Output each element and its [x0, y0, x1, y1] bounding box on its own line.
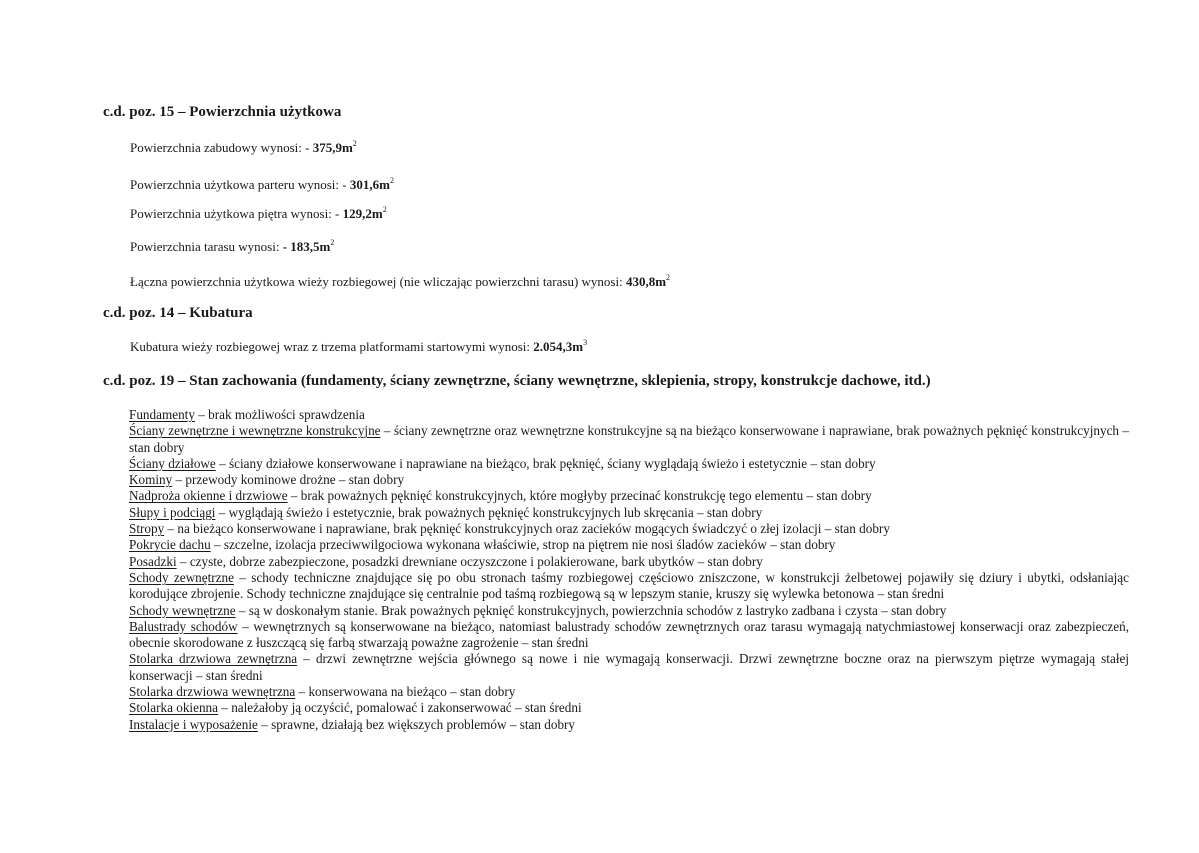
condition-item-walls — [129, 423, 1129, 456]
condition-item-internal-doors — [129, 684, 1129, 700]
area-row-unit: 2 — [666, 273, 671, 282]
area-row-ground-floor — [130, 177, 394, 193]
condition-term: Schody zewnętrzne — [129, 569, 234, 585]
condition-text: – sprawne, działają bez większych problemów – stan dobry — [257, 716, 576, 732]
area-row-value: 430,8m — [625, 274, 667, 289]
area-row-value: 129,2m — [342, 206, 383, 221]
condition-text: – szczelne, izolacja przeciwwilgociowa wykonana właściwie, strop na piętrem nie nosi śladów zacieków – stan dobry — [210, 537, 836, 553]
area-row-value: 375,9m — [312, 140, 353, 155]
condition-item-partition-walls — [129, 456, 1129, 472]
condition-term: Fundamenty — [129, 407, 195, 422]
area-row-first-floor — [130, 206, 387, 222]
area-row-value: - 183,5m — [282, 239, 331, 254]
condition-item-windows — [129, 700, 1129, 716]
condition-text: – schody techniczne znajdujące się po obu stronach taśmy rozbiegowej częściowo zniszczone, w konstrukcji żelbetowej pojawiły się dziury i ubytki, odsłaniając korodujące zbrojenie. Schody techniczne znajdujące się centralnie pod taśmą rozbiegową są w lepszym stanie, kruszy się wylewka betonowa – stan średni — [129, 569, 1129, 602]
condition-text: – ściany działowe konserwowane i naprawiane na bieżąco, brak pęknięć, ściany wyglądają świeżo i estetycznie – stan dobry — [215, 455, 876, 471]
condition-term: Stropy — [129, 521, 165, 537]
condition-term: Słupy i podciągi — [129, 504, 216, 520]
area-row-value: 301,6m — [349, 177, 390, 192]
area-row-label: Powierzchnia tarasu wynosi: — [130, 239, 283, 254]
condition-item-external-doors — [129, 651, 1129, 684]
condition-term: Instalacje i wyposażenie — [129, 716, 258, 732]
condition-item-lintels — [129, 488, 1129, 504]
condition-item-external-stairs — [129, 570, 1129, 603]
condition-term: Schody wewnętrzne — [129, 602, 236, 618]
condition-text: – konserwowana na bieżąco – stan dobry — [295, 684, 516, 700]
condition-term: Pokrycie dachu — [129, 537, 211, 553]
condition-text: – są w doskonałym stanie. Brak poważnych pęknięć konstrukcyjnych, powierzchnia schodów z lastryko zadbana i czysta – stan dobry — [235, 602, 947, 618]
condition-item-installations — [129, 717, 1129, 733]
condition-text: – brak poważnych pęknięć konstrukcyjnych, które mogłyby przecinać konstrukcję tego elementu – stan dobry — [287, 488, 872, 504]
condition-term: Stolarka drzwiowa zewnętrzna — [129, 651, 298, 667]
condition-text: – drzwi zewnętrzne wejścia głównego są nowe i nie wymagają konserwacji. Drzwi zewnętrzne boczne oraz na pierwszym piętrze wymagają stałej konserwacji – stan średni — [129, 651, 1129, 683]
area-row-unit: 2 — [382, 205, 387, 214]
condition-term: Stolarka okienna — [129, 700, 218, 716]
condition-text: – wewnętrznych są konserwowane na bieżąco, natomiast balustrady schodów zewnętrznych oraz tarasu wymagają natychmiastowej konserwacji oraz zabezpieczeń, obecnie skorodowane z łuszczącą się farbą stwarzają poważne zagrożenie – stan średni — [129, 618, 1129, 651]
condition-item-roof — [129, 537, 1129, 553]
volume-row — [130, 339, 587, 355]
condition-item-ceilings — [129, 521, 1129, 537]
condition-text: – czyste, dobrze zabezpieczone, posadzki drewniane oczyszczone i polakierowane, bark ubytków – stan dobry — [176, 553, 763, 569]
condition-list — [129, 407, 1129, 733]
condition-term: Balustrady schodów — [129, 618, 238, 634]
condition-text: – brak możliwości sprawdzenia — [194, 407, 365, 422]
condition-item-balustrades — [129, 619, 1129, 652]
area-row-unit: 2 — [352, 139, 357, 148]
section-15-heading: c.d. poz. 15 – Powierzchnia użytkowa — [103, 104, 342, 120]
area-row-terrace — [130, 239, 334, 255]
section-19-heading: c.d. poz. 19 – Stan zachowania (fundamenty, ściany zewnętrzne, ściany wewnętrzne, sklepienia, stropy, konstrukcje dachowe, itd.) — [103, 373, 931, 389]
condition-item-floors — [129, 554, 1129, 570]
condition-term: Stolarka drzwiowa wewnętrzna — [129, 684, 296, 700]
volume-row-unit: 3 — [583, 338, 588, 347]
condition-text: – ściany zewnętrzne oraz wewnętrzne konstrukcyjne są na bieżąco konserwowane i naprawiane, brak poważnych pęknięć konstrukcyjnych – stan dobry — [129, 423, 1129, 455]
condition-text: – należałoby ją oczyścić, pomalować i zakonserwować – stan średni — [218, 700, 582, 716]
condition-text: – wyglądają świeżo i estetycznie, brak poważnych pęknięć konstrukcyjnych lub skręcania – stan dobry — [215, 504, 763, 520]
condition-item-internal-stairs — [129, 603, 1129, 619]
area-row-label: Łączna powierzchnia użytkowa wieży rozbiegowej (nie wliczając powierzchni tarasu) wynosi: — [130, 274, 626, 289]
condition-term: Posadzki — [129, 553, 177, 569]
condition-text: – przewody kominowe drożne – stan dobry — [172, 472, 405, 488]
condition-term: Kominy — [129, 472, 173, 488]
area-row-total — [130, 274, 670, 290]
condition-term: Ściany zewnętrzne i wewnętrzne konstrukcyjne — [129, 423, 381, 439]
area-row-unit: 2 — [330, 238, 335, 247]
area-row-label: Powierzchnia użytkowa parteru wynosi: - — [130, 177, 350, 192]
section-14-heading: c.d. poz. 14 – Kubatura — [103, 305, 253, 321]
area-row-label: Powierzchnia zabudowy wynosi: - — [130, 140, 313, 155]
condition-text: – na bieżąco konserwowane i naprawiane, brak pęknięć konstrukcyjnych oraz zacieków mogących świadczyć o złej izolacji – stan dobry — [164, 521, 890, 537]
condition-item-foundations — [129, 407, 1129, 423]
condition-term: Ściany działowe — [129, 455, 216, 471]
condition-item-chimneys — [129, 472, 1129, 488]
volume-row-value: 2.054,3m — [533, 339, 584, 354]
condition-item-columns — [129, 505, 1129, 521]
area-row-unit: 2 — [389, 176, 394, 185]
area-row-label: Powierzchnia użytkowa piętra wynosi: - — [130, 206, 343, 221]
condition-term: Nadproża okienne i drzwiowe — [129, 488, 288, 504]
area-row-build — [130, 140, 357, 156]
volume-row-label: Kubatura wieży rozbiegowej wraz z trzema platformami startowymi wynosi: — [130, 339, 534, 354]
